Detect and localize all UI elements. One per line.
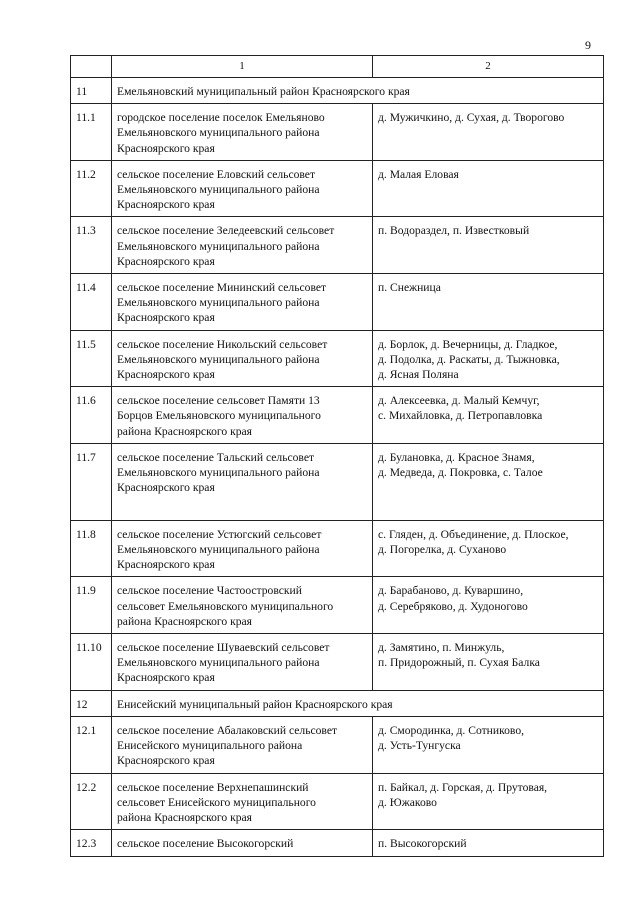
settlement-name-cell [112, 217, 373, 274]
settlement-name-line: сельское поселение Тальский сельсовет [117, 450, 315, 464]
section-row [71, 690, 604, 716]
localities-cell [373, 520, 604, 577]
localities-line: д. Замятино, п. Минжуль, [378, 641, 505, 655]
settlement-name-line: сельское поселение Еловский сельсовет [117, 167, 316, 181]
table-row [71, 387, 604, 444]
settlement-name-line: сельское поселение Устюгский сельсовет [117, 527, 322, 541]
localities-cell [373, 104, 604, 161]
table-row [71, 160, 604, 217]
settlement-name-line: сельское поселение Абалаковский сельсовет [117, 723, 338, 737]
localities-cell [373, 387, 604, 444]
localities-line: д. Подолка, д. Раскаты, д. Тыжновка, [378, 352, 560, 366]
settlement-name-line: Енисейского муниципального района [117, 739, 303, 753]
settlement-name-cell [112, 274, 373, 331]
column-number-1: 1 [112, 56, 373, 78]
settlement-name-cell [112, 520, 373, 577]
settlement-name-line: Емельяновского муниципального района [117, 183, 320, 197]
table-row [71, 773, 604, 830]
settlement-name-line: Емельяновского муниципального района [117, 543, 320, 557]
settlement-name-line: Емельяновского муниципального района [117, 296, 320, 310]
row-number: 11.1 [71, 104, 112, 161]
settlement-name-line: сельское поселение сельсовет Памяти 13 [117, 394, 320, 408]
row-number: 12 [71, 690, 112, 716]
row-number: 11.5 [71, 330, 112, 387]
settlements-table [70, 55, 604, 857]
settlement-name-cell [112, 160, 373, 217]
settlement-name-cell [112, 443, 373, 520]
settlement-name-line: сельсовет Енисейского муниципального [117, 795, 316, 809]
localities-line: п. Байкал, д. Горская, д. Прутовая, [378, 780, 548, 794]
settlement-name-line: сельское поселение Шуваевский сельсовет [117, 641, 330, 655]
settlement-name-line: сельское поселение Никольский сельсовет [117, 337, 328, 351]
settlement-name-line: Красноярского края [117, 671, 215, 685]
localities-line: д. Барабаново, д. Куваршино, [378, 584, 524, 598]
row-number: 12.2 [71, 773, 112, 830]
table-row [71, 520, 604, 577]
settlement-name-line: Емельяновского муниципального района [117, 126, 320, 140]
table-row [71, 577, 604, 634]
settlement-name-cell [112, 773, 373, 830]
settlement-name-cell [112, 330, 373, 387]
localities-line: п. Придорожный, п. Сухая Балка [378, 656, 540, 670]
localities-cell [373, 577, 604, 634]
settlement-name-line: Красноярского края [117, 198, 215, 212]
localities-line: п. Высокогорский [378, 837, 467, 851]
settlement-name-line: сельское поселение Высокогорский [117, 837, 294, 851]
settlement-name-line: района Красноярского края [117, 614, 252, 628]
localities-line: д. Малая Еловая [378, 167, 459, 181]
settlement-name-cell [112, 634, 373, 691]
row-number: 11.8 [71, 520, 112, 577]
table-row [71, 716, 604, 773]
settlement-name-line: сельсовет Емельяновского муниципального [117, 599, 334, 613]
localities-line: д. Серебряково, д. Худоногово [378, 599, 528, 613]
localities-cell [373, 330, 604, 387]
section-title: Емельяновский муниципальный район Красноярского края [112, 78, 604, 104]
localities-cell [373, 830, 604, 857]
settlement-name-cell [112, 577, 373, 634]
section-title: Енисейский муниципальный район Красноярского края [112, 690, 604, 716]
table-row [71, 217, 604, 274]
localities-cell [373, 634, 604, 691]
settlement-name-line: Красноярского края [117, 481, 215, 495]
table-row [71, 274, 604, 331]
table-row [71, 830, 604, 857]
localities-line: д. Медведа, д. Покровка, с. Талое [378, 466, 543, 480]
row-number: 11.4 [71, 274, 112, 331]
settlement-name-cell [112, 830, 373, 857]
localities-line: д. Смородинка, д. Сотниково, [378, 723, 525, 737]
settlement-name-line: Красноярского края [117, 254, 215, 268]
settlement-name-line: района Красноярского края [117, 424, 252, 438]
settlement-name-line: района Красноярского края [117, 810, 252, 824]
settlement-name-line: Борцов Емельяновского муниципального [117, 409, 321, 423]
settlement-name-line: Красноярского края [117, 558, 215, 572]
row-number: 11.2 [71, 160, 112, 217]
localities-line: п. Водораздел, п. Известковый [378, 224, 530, 238]
settlement-name-line: сельское поселение Зеледеевский сельсовет [117, 224, 335, 238]
table-row [71, 104, 604, 161]
settlement-name-line: сельское поселение Верхнепашинский [117, 780, 309, 794]
localities-line: с. Гляден, д. Объединение, д. Плоское, [378, 527, 569, 541]
table-row [71, 634, 604, 691]
localities-cell [373, 217, 604, 274]
localities-line: д. Ясная Поляна [378, 368, 459, 382]
localities-line: д. Усть-Тунгуска [378, 739, 461, 753]
localities-line: д. Борлок, д. Вечерницы, д. Гладкое, [378, 337, 558, 351]
row-number: 11.6 [71, 387, 112, 444]
localities-line: д. Мужичкино, д. Сухая, д. Творогово [378, 111, 565, 125]
header-blank-cell [71, 56, 112, 78]
settlement-name-cell [112, 104, 373, 161]
settlement-name-line: Емельяновского муниципального района [117, 466, 320, 480]
table-row [71, 330, 604, 387]
localities-cell [373, 716, 604, 773]
row-number: 11.3 [71, 217, 112, 274]
row-number: 11.9 [71, 577, 112, 634]
settlement-name-line: Красноярского края [117, 311, 215, 325]
row-number: 11 [71, 78, 112, 104]
page-number: 9 [585, 38, 591, 52]
settlement-name-cell [112, 387, 373, 444]
localities-line: д. Погорелка, д. Суханово [378, 543, 507, 557]
settlement-name-line: Красноярского края [117, 754, 215, 768]
settlement-name-line: Красноярского края [117, 368, 215, 382]
settlement-name-line: сельское поселение Частоостровский [117, 584, 302, 598]
localities-line: д. Южаково [378, 795, 437, 809]
localities-line: п. Снежница [378, 281, 441, 295]
table-row [71, 443, 604, 520]
column-number-row [71, 56, 604, 78]
localities-line: д. Булановка, д. Красное Знамя, [378, 450, 535, 464]
localities-cell [373, 443, 604, 520]
column-number-2: 2 [373, 56, 604, 78]
settlement-name-line: сельское поселение Мининский сельсовет [117, 281, 327, 295]
localities-line: д. Алексеевка, д. Малый Кемчуг, [378, 394, 540, 408]
row-number: 12.1 [71, 716, 112, 773]
settlement-name-line: Емельяновского муниципального района [117, 239, 320, 253]
settlement-name-line: Красноярского края [117, 141, 215, 155]
section-row [71, 78, 604, 104]
localities-cell [373, 773, 604, 830]
row-number: 11.10 [71, 634, 112, 691]
localities-line: с. Михайловка, д. Петропавловка [378, 409, 543, 423]
row-number: 11.7 [71, 443, 112, 520]
settlement-name-cell [112, 716, 373, 773]
settlement-name-line: Емельяновского муниципального района [117, 656, 320, 670]
localities-cell [373, 274, 604, 331]
row-number: 12.3 [71, 830, 112, 857]
localities-cell [373, 160, 604, 217]
settlement-name-line: Емельяновского муниципального района [117, 352, 320, 366]
settlement-name-line: городское поселение поселок Емельяново [117, 111, 325, 125]
